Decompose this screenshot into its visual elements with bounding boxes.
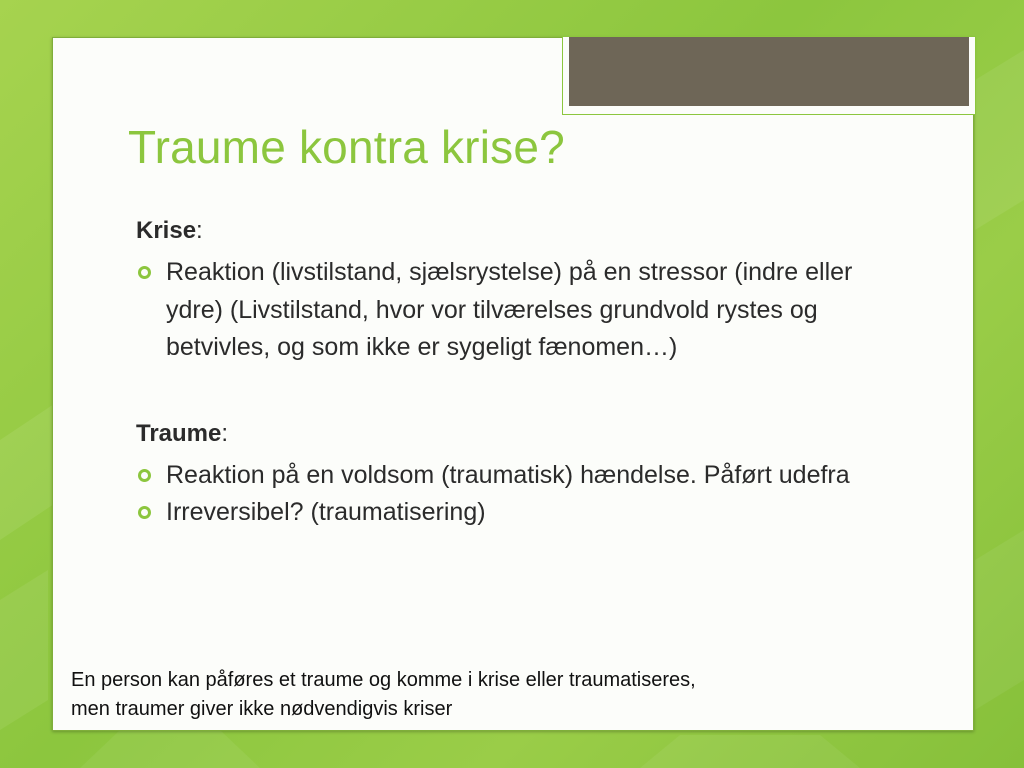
- section-heading-label: Traume: [136, 419, 222, 447]
- bullet-item: [136, 254, 896, 367]
- bullet-text: Irreversibel? (traumatisering): [166, 498, 486, 526]
- slide-card: [52, 37, 974, 731]
- bullet-item: [136, 494, 896, 532]
- hollow-circle-bullet-icon: [138, 469, 151, 482]
- footnote-line: En person kan påføres et traume og komme i krise eller traumatiseres,: [71, 669, 696, 691]
- slide-content: [136, 216, 896, 532]
- section-heading-traume: [136, 419, 896, 449]
- section-heading-label: Krise: [136, 217, 197, 244]
- bullet-text: Reaktion på en voldsom (traumatisk) hændelse. Påført udefra: [166, 460, 850, 489]
- section-heading-colon: :: [196, 217, 203, 244]
- section-heading-colon: :: [221, 419, 229, 447]
- section-heading-krise: [136, 216, 896, 246]
- corner-decoration-fill: [569, 37, 969, 106]
- hollow-circle-bullet-icon: [138, 506, 151, 519]
- bullet-item: [136, 457, 896, 495]
- bullet-text: Reaktion (livstilstand, sjælsrystelse) på en stressor (indre eller ydre) (Livstilstand, hvor vor tilværelses grundvold rystes og betvivles, og som ikke er sygeligt fænomen…): [166, 258, 853, 361]
- footnote-line: men traumer giver ikke nødvendigvis kriser: [71, 698, 453, 720]
- footnote-text: [71, 666, 961, 724]
- hollow-circle-bullet-icon: [138, 266, 151, 279]
- corner-decoration: [562, 36, 976, 115]
- slide-title: Traume kontra krise?: [128, 121, 565, 173]
